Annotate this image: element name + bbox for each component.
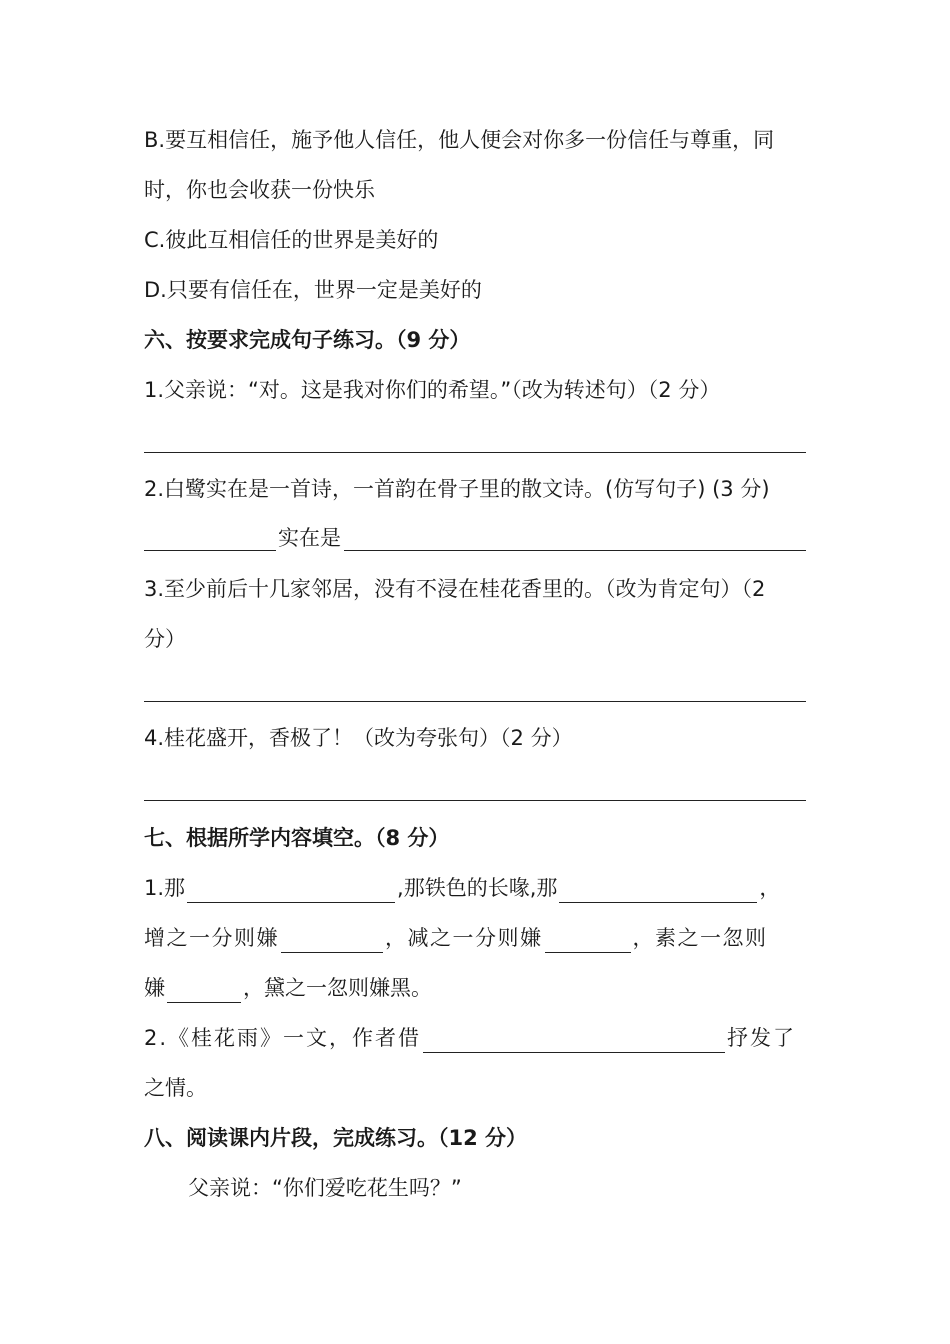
q1-text-f: ，素之一忽则 xyxy=(632,926,768,950)
q2-fill-word: 实在是 xyxy=(278,526,341,550)
section6-q2: 2.白鹭实在是一首诗，一首韵在骨子里的散文诗。(仿写句子) (3 分) xyxy=(144,477,770,501)
section6-q3-line1: 3.至少前后十几家邻居，没有不浸在桂花香里的。（改为肯定句）（2 xyxy=(144,577,766,601)
q1-text-c: ， xyxy=(759,876,781,900)
answer-line-q3[interactable] xyxy=(144,701,806,702)
q1-text-e: ，减之一分则嫌 xyxy=(385,926,543,950)
blank-3[interactable] xyxy=(281,928,383,953)
section6-heading: 六、按要求完成句子练习。（9 分） xyxy=(144,328,471,352)
q1-text-a: 1.那 xyxy=(144,876,186,900)
option-c: C.彼此互相信任的世界是美好的 xyxy=(144,228,439,252)
blank-5[interactable] xyxy=(167,978,241,1003)
option-b-line1: B.要互相信任，施予他人信任，他人便会对你多一份信任与尊重，同 xyxy=(144,128,775,152)
answer-line-q1[interactable] xyxy=(144,452,806,453)
section7-q1-line2 xyxy=(144,923,768,953)
section6-q1: 1.父亲说：“对。这是我对你们的希望。”（改为转述句）（2 分） xyxy=(144,378,721,402)
q2-text-a: 2.《桂花雨》一文，作者借 xyxy=(144,1026,422,1050)
option-b-line2: 时，你也会收获一份快乐 xyxy=(144,178,375,202)
section7-q1-line3 xyxy=(144,973,432,1003)
q2-text-b: 抒发了 xyxy=(727,1026,797,1050)
blank-4[interactable] xyxy=(545,928,631,953)
passage-line1: 父亲说：“你们爱吃花生吗？” xyxy=(188,1176,462,1200)
section7-heading: 七、根据所学内容填空。（8 分） xyxy=(144,826,450,850)
blank-2[interactable] xyxy=(559,878,757,903)
section8-heading: 八、阅读课内片段，完成练习。（12 分） xyxy=(144,1126,528,1150)
option-d: D.只要有信任在，世界一定是美好的 xyxy=(144,278,482,302)
q1-text-b: ,那铁色的长喙,那 xyxy=(397,876,558,900)
section7-q2-line2: 之情。 xyxy=(144,1076,207,1100)
q1-text-g: 嫌 xyxy=(144,976,165,1000)
blank-1[interactable] xyxy=(187,878,395,903)
section7-q2-line1 xyxy=(144,1023,796,1053)
section6-q4: 4.桂花盛开，香极了！（改为夸张句）（2 分） xyxy=(144,726,573,750)
answer-line-q4[interactable] xyxy=(144,800,806,801)
blank-6[interactable] xyxy=(423,1028,725,1053)
section6-q3-line2: 分） xyxy=(144,627,186,651)
answer-line-q2-subject[interactable] xyxy=(144,550,276,551)
section7-q1-line1 xyxy=(144,873,806,903)
q1-text-h: ，黛之一忽则嫌黑。 xyxy=(243,976,432,1000)
answer-line-q2-predicate[interactable] xyxy=(344,550,806,551)
q1-text-d: 增之一分则嫌 xyxy=(144,926,279,950)
